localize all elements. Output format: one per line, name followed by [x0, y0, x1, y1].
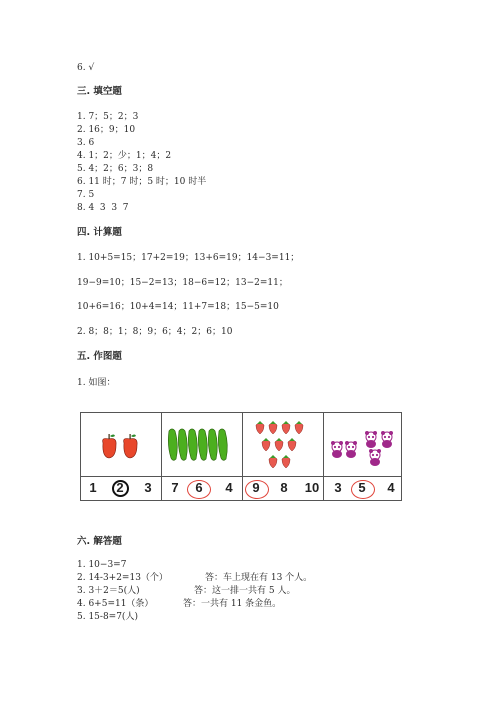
- strawberry-icon: [253, 419, 315, 471]
- section-4-line-1: 1. 10+5=15；17+2=19；13+6=19；14−3=11；: [77, 253, 300, 263]
- section-5-title: 五. 作图题: [77, 351, 122, 362]
- figure-number: 1: [89, 480, 97, 495]
- section-3-line-4: 4. 1；2；少；1；4；2: [77, 151, 172, 161]
- section-6-title: 六. 解答题: [77, 536, 122, 547]
- section-4-title: 四. 计算题: [77, 227, 122, 238]
- section-3-line-5: 5. 4；2；6；3；8: [77, 164, 154, 174]
- section-6-calc-4: 4. 6+5=11（条）: [77, 599, 154, 609]
- apple-icon: [99, 433, 143, 461]
- section-6-answer-4: 答：一共有 11 条金鱼。: [183, 599, 282, 609]
- section-4-line-4: 2. 8；8；1；8；9；6；4；2；6；10: [77, 327, 233, 337]
- cucumber-icon: [167, 427, 233, 463]
- section-3-line-3: 3. 6: [77, 138, 95, 148]
- figure-number-circled: 6: [195, 480, 203, 495]
- figure-number-circled: 9: [252, 480, 260, 495]
- section-6-calc-1: 1. 10−3=7: [77, 560, 127, 570]
- figure-number-circled: 2: [116, 480, 124, 495]
- counting-figure: [80, 412, 402, 501]
- section-5-line-1: 1. 如图：: [77, 378, 116, 388]
- panda-icon: [329, 427, 399, 467]
- section-6-calc-3: 3. 3＋2＝5(人): [77, 586, 140, 596]
- section-3-line-2: 2. 16；9；10: [77, 125, 136, 135]
- section-3-line-7: 7. 5: [77, 190, 95, 200]
- figure-number: 8: [280, 480, 288, 495]
- figure-row-divider: [81, 476, 401, 477]
- figure-number: 4: [225, 480, 233, 495]
- figure-number: 4: [387, 480, 395, 495]
- section-3-line-8: 8. 4 3 3 7: [77, 203, 129, 213]
- section-4-line-2: 19−9=10；15−2=13；18−6=12；13−2=11；: [77, 278, 288, 288]
- apple-icon: [103, 434, 117, 458]
- figure-col-divider: [242, 413, 243, 500]
- figure-number-circled: 5: [358, 480, 366, 495]
- section-6-calc-5: 5. 15-8=7(人): [77, 612, 138, 622]
- section-3-line-1: 1. 7；5；2；3: [77, 112, 139, 122]
- figure-col-divider: [161, 413, 162, 500]
- figure-col-divider: [323, 413, 324, 500]
- figure-number: 7: [171, 480, 179, 495]
- section-4-line-3: 10+6=16；10+4=14；11+7=18；15−5=10: [77, 302, 279, 312]
- figure-number: 3: [144, 480, 152, 495]
- apple-icon: [124, 434, 138, 458]
- section-6-answer-2: 答：车上现在有 13 个人。: [205, 573, 313, 583]
- section-6-answer-3: 答：这一排一共有 5 人。: [194, 586, 296, 596]
- item-6: 6. √: [77, 63, 95, 73]
- figure-number: 10: [304, 480, 320, 495]
- figure-number: 3: [334, 480, 342, 495]
- section-6-calc-2: 2. 14-3+2=13（个）: [77, 573, 168, 583]
- section-3-line-6: 6. 11 时；7 时；5 时；10 时半: [77, 177, 207, 187]
- section-3-title: 三. 填空题: [77, 86, 122, 97]
